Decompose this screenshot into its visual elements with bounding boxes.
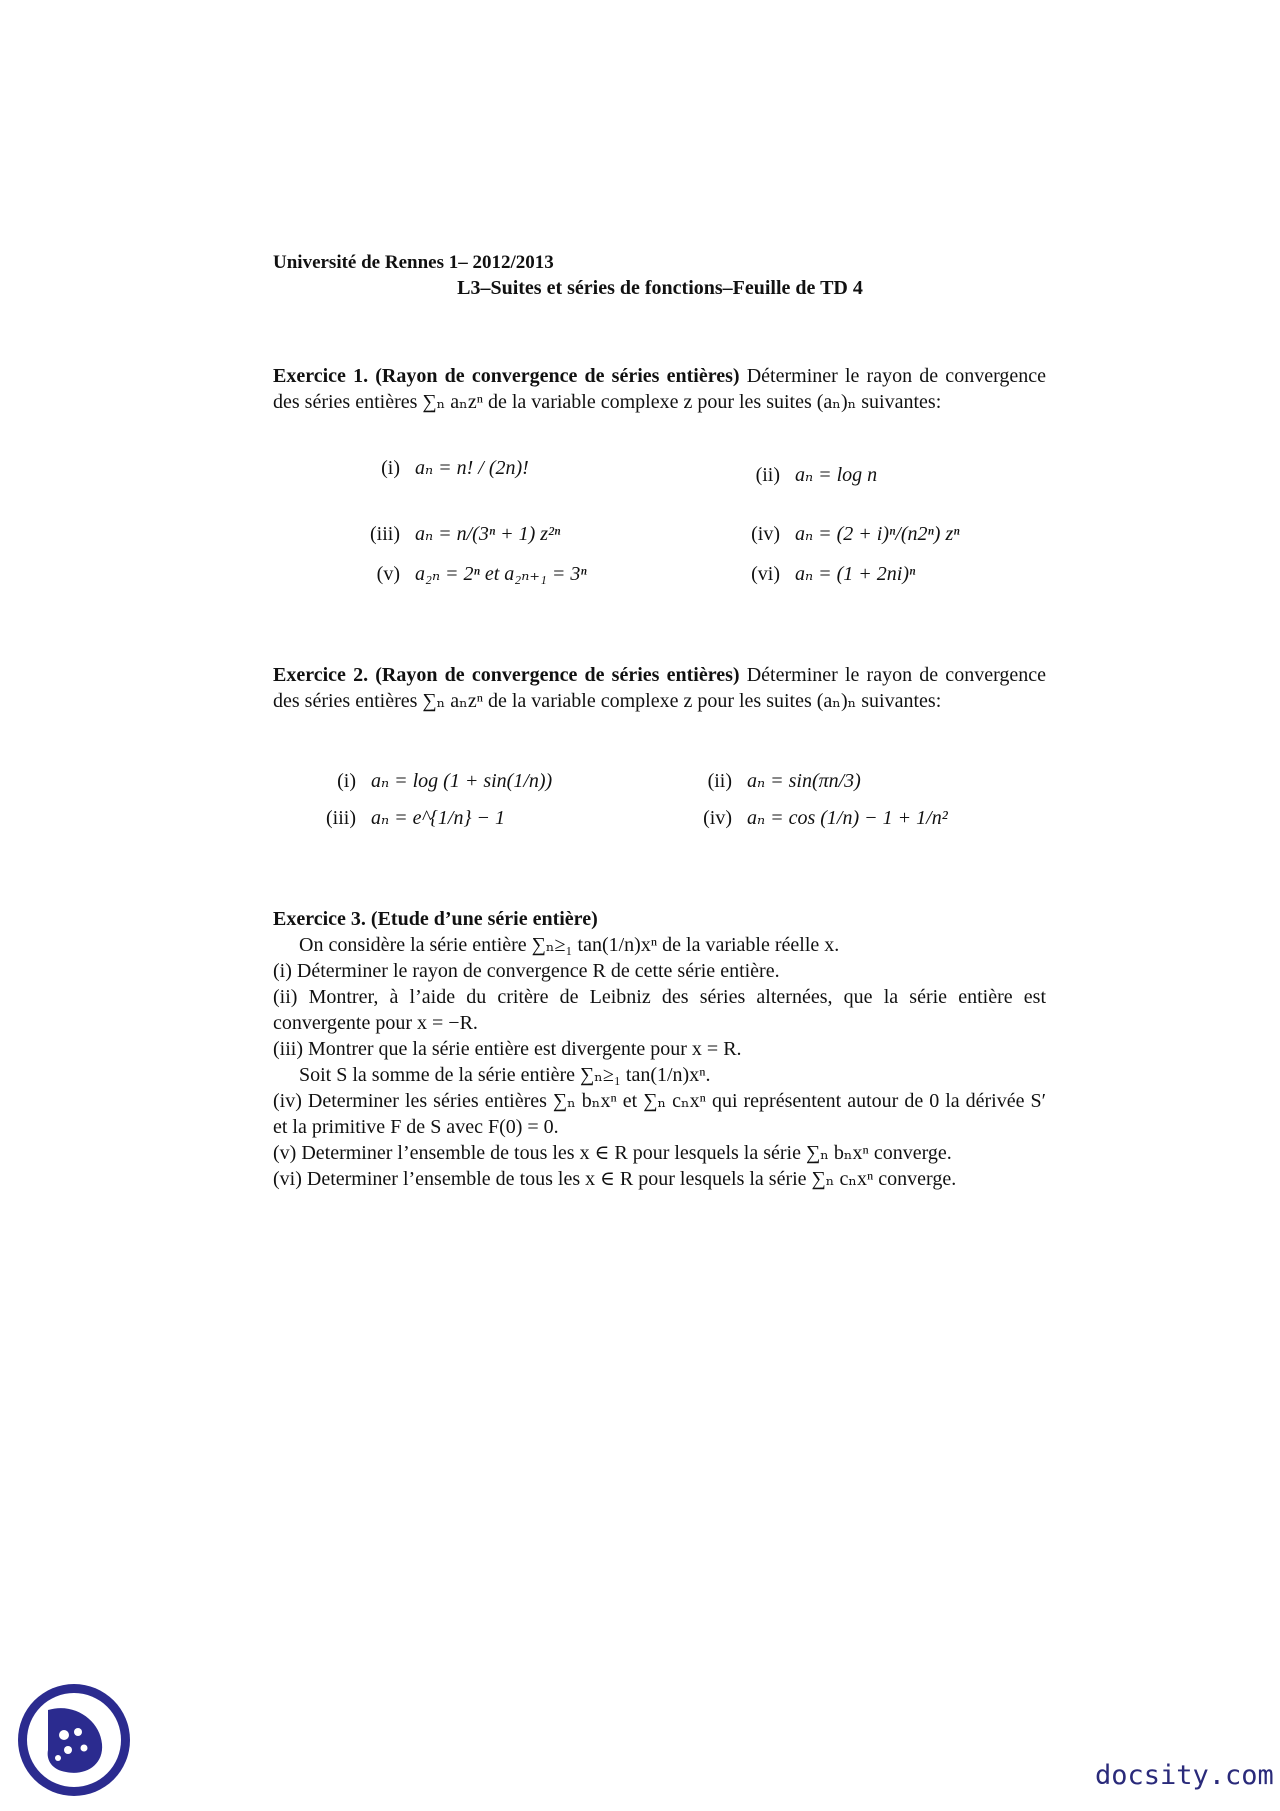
ex2-item-i: (i) aₙ = log (1 + sin(1/n)) [337, 770, 553, 792]
ex3-line-ii: (ii) Montrer, à l’aide du critère de Leibniz des séries alternées, que la série entière est convergente pour x = −R. [273, 986, 1046, 1034]
exercise-2-title: Exercice 2. (Rayon de convergence de séries entières) [273, 664, 740, 686]
exercise-2-text: Déterminer le rayon de convergence des séries entières ∑ₙ aₙzⁿ de la variable complexe z pour les suites (aₙ)ₙ suivantes: [273, 664, 1046, 712]
ex1-expr-iii: aₙ = n/(3ⁿ + 1) z²ⁿ [415, 523, 561, 545]
ex1-expr-vi: aₙ = (1 + 2ni)ⁿ [795, 563, 916, 585]
ex2-expr-ii: aₙ = sin(πn/3) [747, 770, 861, 792]
ex1-item-i: (i) aₙ = n! / (2n)! [381, 457, 529, 479]
ex3-line-iii: (iii) Montrer que la série entière est divergente pour x = R. [273, 1038, 742, 1060]
ex1-item-v: (v) a₂ₙ = 2ⁿ et a₂ₙ₊₁ = 3ⁿ [376, 563, 587, 585]
ex3-line-soit: Soit S la somme de la série entière ∑ₙ≥₁ tan(1/n)xⁿ. [299, 1064, 711, 1086]
exercise-3 [273, 906, 1046, 1192]
exercise-1-text: Déterminer le rayon de convergence des séries entières ∑ₙ aₙzⁿ de la variable complexe z pour les suites (aₙ)ₙ suivantes: [273, 365, 1046, 413]
ex2-item-iv: (iv) aₙ = cos (1/n) − 1 + 1/n² [703, 807, 948, 829]
ex1-expr-iv: aₙ = (2 + i)ⁿ/(n2ⁿ) zⁿ [795, 523, 960, 545]
ex1-item-ii: (ii) aₙ = log n [755, 464, 878, 486]
header-university: Université de Rennes 1– 2012/2013 [273, 252, 554, 273]
ex3-line-v: (v) Determiner l’ensemble de tous les x ∈ R pour lesquels la série ∑ₙ bₙxⁿ converge. [273, 1142, 952, 1164]
ex2-item-iii: (iii) aₙ = e^{1/n} − 1 [326, 807, 505, 829]
ex2-expr-i: aₙ = log (1 + sin(1/n)) [371, 770, 553, 792]
ex1-item-iii: (iii) aₙ = n/(3ⁿ + 1) z²ⁿ [370, 523, 561, 545]
ex2-expr-iii: aₙ = e^{1/n} − 1 [371, 807, 505, 829]
docsity-brand-link[interactable]: docsity.com [1095, 1760, 1274, 1791]
exercise-1-title: Exercice 1. (Rayon de convergence de séries entières) [273, 365, 740, 387]
ex1-expr-ii: aₙ = log n [795, 464, 878, 486]
docsity-logo-icon[interactable] [14, 1680, 134, 1800]
ex1-item-iv: (iv) aₙ = (2 + i)ⁿ/(n2ⁿ) zⁿ [751, 523, 960, 545]
ex3-line-i: (i) Déterminer le rayon de convergence R de cette série entière. [273, 960, 780, 982]
ex1-expr-v: a₂ₙ = 2ⁿ et a₂ₙ₊₁ = 3ⁿ [415, 563, 587, 585]
ex1-item-vi: (vi) aₙ = (1 + 2ni)ⁿ [751, 563, 916, 585]
header-title: L3–Suites et séries de fonctions–Feuille de TD 4 [457, 277, 863, 299]
exercise-2 [273, 662, 1046, 714]
ex2-item-ii: (ii) aₙ = sin(πn/3) [707, 770, 861, 792]
ex3-line-vi: (vi) Determiner l’ensemble de tous les x ∈ R pour lesquels la série ∑ₙ cₙxⁿ converge. [273, 1168, 957, 1190]
ex3-line-intro: On considère la série entière ∑ₙ≥₁ tan(1/n)xⁿ de la variable réelle x. [299, 934, 840, 956]
ex3-line-iv: (iv) Determiner les séries entières ∑ₙ bₙxⁿ et ∑ₙ cₙxⁿ qui représentent autour de 0 la dérivée S′ et la primitive F de S avec F(0) = 0. [273, 1090, 1046, 1138]
ex2-expr-iv: aₙ = cos (1/n) − 1 + 1/n² [747, 807, 948, 829]
exercise-1 [273, 363, 1046, 415]
ex1-expr-i: aₙ = n! / (2n)! [415, 457, 529, 479]
exercise-3-title: Exercice 3. (Etude d’une série entière) [273, 908, 598, 930]
